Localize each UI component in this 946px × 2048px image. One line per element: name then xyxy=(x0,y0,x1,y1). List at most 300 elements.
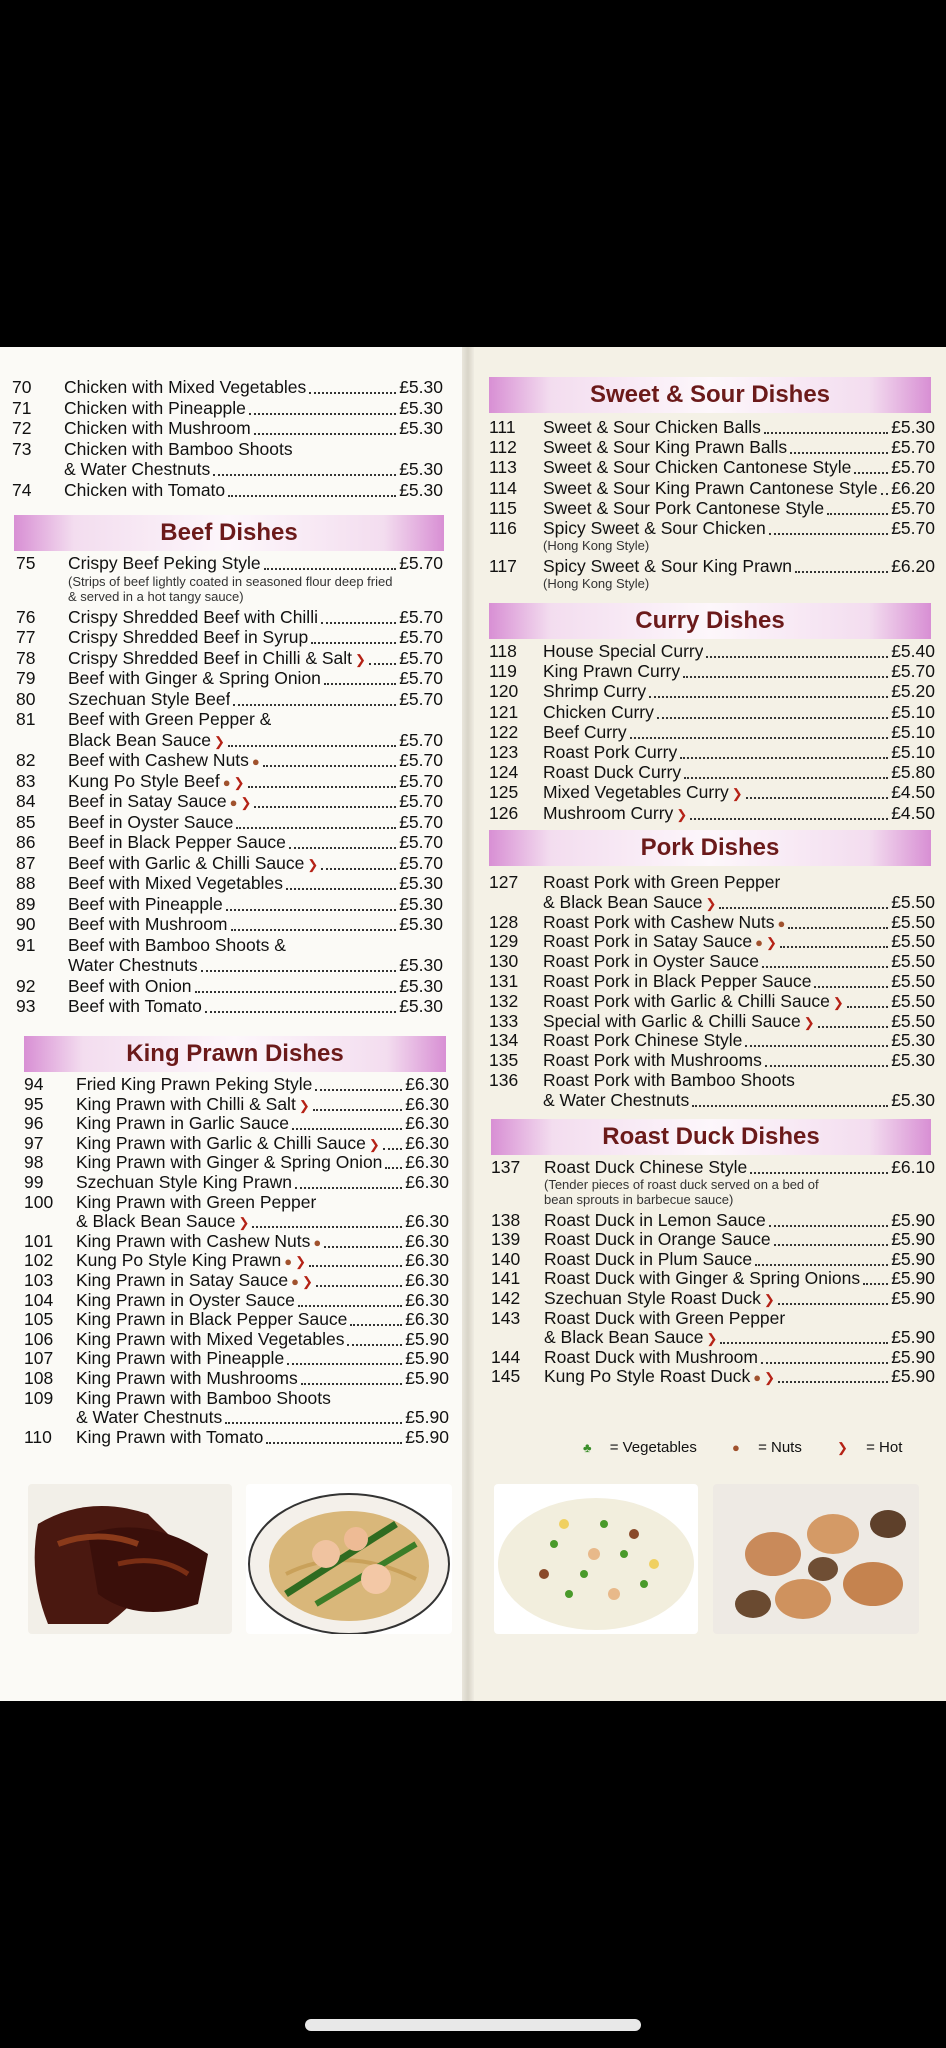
item-price: £5.50 xyxy=(891,1010,935,1031)
item-number: 81 xyxy=(16,709,36,729)
dot-leader xyxy=(298,1305,402,1307)
item-name: Crispy Shredded Beef in Chilli & Salt ❯ xyxy=(68,647,366,668)
item-name: Sweet & Sour Chicken Balls xyxy=(543,417,761,437)
item-number: 95 xyxy=(24,1093,44,1114)
item-number: 124 xyxy=(489,762,519,783)
item-number: 125 xyxy=(489,782,519,803)
item-price: £6.20 xyxy=(891,477,935,498)
item-number: 82 xyxy=(16,750,36,770)
section-title: Roast Duck Dishes xyxy=(602,1123,820,1150)
item-number: 121 xyxy=(489,701,519,722)
item-name: Mixed Vegetables Curry ❯ xyxy=(543,782,743,803)
item-name: Crispy Shredded Beef with Chilli xyxy=(68,606,318,627)
chilli-icon: ❯ xyxy=(214,733,225,749)
item-number: 130 xyxy=(489,951,519,972)
chilli-icon: ❯ xyxy=(764,1370,775,1386)
legend-nuts: ● = Nuts xyxy=(732,1439,802,1456)
item-name: King Prawn with Pineapple xyxy=(76,1348,285,1369)
item-number: 137 xyxy=(491,1157,521,1177)
dot-leader xyxy=(761,1362,888,1364)
item-name-line2: & Black Bean Sauce ❯ xyxy=(544,1327,718,1348)
item-name: Roast Duck with Ginger & Spring Onions xyxy=(544,1268,861,1289)
item-price: £5.70 xyxy=(399,729,443,750)
home-indicator[interactable] xyxy=(305,2019,641,2031)
item-number: 115 xyxy=(489,497,517,518)
dot-leader xyxy=(254,806,396,808)
item-price: £6.30 xyxy=(405,1270,449,1290)
item-number: 80 xyxy=(16,688,36,709)
dot-leader xyxy=(236,827,396,829)
dot-leader xyxy=(231,929,396,931)
item-price: £5.90 xyxy=(405,1348,449,1369)
item-number: 78 xyxy=(16,647,36,668)
dot-leader xyxy=(683,676,888,678)
dot-leader xyxy=(195,991,396,993)
item-number: 114 xyxy=(489,477,517,498)
item-number: 85 xyxy=(16,811,36,832)
dot-leader xyxy=(350,1324,402,1326)
item-price: £5.90 xyxy=(891,1229,935,1250)
item-number: 116 xyxy=(489,518,517,538)
chilli-icon: ❯ xyxy=(766,935,777,951)
dot-leader xyxy=(321,622,396,624)
dot-leader xyxy=(311,642,396,644)
item-name-line2: & Water Chestnuts xyxy=(76,1407,223,1428)
item-price: £5.70 xyxy=(399,832,443,852)
dot-leader xyxy=(249,413,396,415)
item-name: Kung Po Style Beef ● ❯ xyxy=(68,770,245,791)
item-number: 73 xyxy=(12,438,32,459)
item-price: £5.70 xyxy=(399,750,443,770)
dot-leader xyxy=(228,495,396,497)
chilli-icon: ❯ xyxy=(355,651,366,667)
dot-leader xyxy=(347,1344,402,1346)
item-number: 136 xyxy=(489,1070,519,1090)
dot-leader xyxy=(315,1089,402,1091)
menu-page xyxy=(0,347,946,1701)
item-price: £5.30 xyxy=(891,1030,935,1051)
item-number: 76 xyxy=(16,606,36,627)
item-price: £5.70 xyxy=(399,647,443,668)
nut-icon: ● xyxy=(732,1440,740,1455)
item-price: £5.90 xyxy=(891,1248,935,1269)
dot-leader xyxy=(383,1148,402,1150)
item-number: 138 xyxy=(491,1209,521,1230)
item-number: 118 xyxy=(489,641,517,661)
dot-leader xyxy=(313,1109,402,1111)
item-name: Roast Pork Chinese Style xyxy=(543,1030,743,1051)
dot-leader xyxy=(385,1167,402,1169)
section-title: Sweet & Sour Dishes xyxy=(589,381,831,408)
item-number: 92 xyxy=(16,975,36,996)
section-title: Beef Dishes xyxy=(160,519,298,546)
item-name: Beef in Black Pepper Sauce xyxy=(68,832,286,852)
item-number: 88 xyxy=(16,873,36,893)
item-number: 113 xyxy=(489,457,517,478)
dot-leader xyxy=(248,786,396,788)
curry-dishes-header xyxy=(489,603,931,639)
item-name: Sweet & Sour King Prawn Cantonese Style xyxy=(543,477,878,498)
item-number: 77 xyxy=(16,627,36,647)
item-name: Beef with Garlic & Chilli Sauce ❯ xyxy=(68,852,319,873)
page-fold xyxy=(462,347,474,1701)
chilli-icon: ❯ xyxy=(240,795,252,810)
dot-leader xyxy=(292,1128,402,1130)
section-title: Pork Dishes xyxy=(640,834,780,861)
dot-leader xyxy=(684,777,888,779)
item-name: King Prawn in Oyster Sauce xyxy=(76,1289,295,1310)
dot-leader xyxy=(201,970,396,972)
item-price: £5.70 xyxy=(399,791,443,811)
item-number: 94 xyxy=(24,1074,44,1094)
item-price: £6.30 xyxy=(405,1152,449,1173)
item-number: 112 xyxy=(489,437,517,458)
item-price: £5.30 xyxy=(399,914,443,934)
dot-leader xyxy=(847,1006,888,1008)
item-name-line2: & Black Bean Sauce ❯ xyxy=(543,891,717,912)
item-price: £5.70 xyxy=(891,437,935,458)
dot-leader xyxy=(755,1264,888,1266)
item-name: King Prawn in Black Pepper Sauce xyxy=(76,1309,348,1330)
item-price: £5.20 xyxy=(891,681,935,702)
dot-leader xyxy=(814,986,888,988)
item-number: 117 xyxy=(489,556,517,577)
item-name: Chicken with Pineapple xyxy=(64,397,246,418)
item-name: Beef with Mushroom xyxy=(68,914,228,934)
item-price: £5.70 xyxy=(399,770,443,791)
item-number: 93 xyxy=(16,996,36,1016)
item-number: 75 xyxy=(16,553,36,573)
dot-leader xyxy=(228,745,396,747)
item-price: £5.30 xyxy=(399,397,443,418)
dot-leader xyxy=(657,717,888,719)
item-description: (Strips of beef lightly coated in seasoned flour deep fried xyxy=(68,573,393,589)
chilli-icon: ❯ xyxy=(368,1136,380,1152)
legend-hot: ❯ = Hot xyxy=(837,1439,903,1456)
dot-leader xyxy=(630,737,888,739)
item-number: 102 xyxy=(24,1250,54,1271)
item-price: £5.30 xyxy=(891,1089,935,1110)
chilli-icon: ❯ xyxy=(706,1331,718,1347)
photo-prawn-mushroom xyxy=(713,1484,919,1634)
dot-leader xyxy=(213,474,396,476)
item-price: £5.50 xyxy=(891,990,935,1011)
item-price: £5.50 xyxy=(891,951,935,972)
item-price: £6.30 xyxy=(405,1211,449,1232)
item-number: 89 xyxy=(16,893,36,914)
item-name: King Prawn with Mushrooms xyxy=(76,1368,298,1388)
item-price: £5.30 xyxy=(399,479,443,500)
item-name-line2: & Water Chestnuts xyxy=(543,1089,690,1110)
item-name: Beef with Onion xyxy=(68,975,192,996)
item-number: 99 xyxy=(24,1172,44,1192)
item-price: £6.30 xyxy=(405,1230,449,1251)
item-number: 140 xyxy=(491,1248,521,1269)
item-name: Crispy Shredded Beef in Syrup xyxy=(68,627,309,647)
nut-icon: ● xyxy=(251,754,260,769)
dot-leader xyxy=(881,493,888,495)
item-price: £5.30 xyxy=(399,996,443,1016)
item-name: Roast Duck in Orange Sauce xyxy=(544,1229,771,1250)
chilli-icon: ❯ xyxy=(295,1254,307,1270)
item-name: Chicken with Mixed Vegetables xyxy=(64,377,307,397)
dot-leader xyxy=(287,1363,402,1365)
dot-leader xyxy=(745,1045,888,1047)
chilli-icon: ❯ xyxy=(803,1014,815,1030)
item-price: £5.90 xyxy=(891,1346,935,1367)
dot-leader xyxy=(264,568,396,570)
item-price: £6.30 xyxy=(405,1309,449,1330)
chilli-icon: ❯ xyxy=(705,895,717,911)
item-name: King Prawn with Bamboo Shoots xyxy=(76,1387,331,1408)
item-price: £5.30 xyxy=(399,873,443,893)
item-price: £5.70 xyxy=(399,668,443,688)
item-number: 97 xyxy=(24,1132,44,1153)
item-name: Shrimp Curry xyxy=(543,681,647,702)
item-price: £5.80 xyxy=(891,762,935,783)
item-price: £6.30 xyxy=(405,1113,449,1134)
item-name: Roast Duck Chinese Style xyxy=(544,1157,748,1177)
item-name: Roast Pork in Oyster Sauce xyxy=(543,951,759,972)
item-name: Roast Pork in Satay Sauce ● ❯ xyxy=(543,931,777,952)
item-name: Spicy Sweet & Sour Chicken xyxy=(543,518,766,538)
item-number: 104 xyxy=(24,1289,54,1310)
item-name: Beef with Mixed Vegetables xyxy=(68,873,283,893)
item-number: 107 xyxy=(24,1348,54,1369)
dot-leader xyxy=(769,533,888,535)
dot-leader xyxy=(252,1226,402,1228)
item-price: £5.70 xyxy=(891,457,935,478)
item-number: 134 xyxy=(489,1030,519,1051)
item-name: Chicken with Bamboo Shoots xyxy=(64,438,293,459)
item-name: Sweet & Sour Chicken Cantonese Style xyxy=(543,457,852,478)
item-description-line2: & served in a hot tangy sauce) xyxy=(68,588,244,604)
item-name: Roast Duck in Plum Sauce xyxy=(544,1248,753,1269)
item-name: Roast Duck with Green Pepper xyxy=(544,1307,786,1328)
icon-legend xyxy=(580,1439,930,1456)
item-name-line2: Black Bean Sauce ❯ xyxy=(68,729,225,750)
item-number: 110 xyxy=(24,1426,52,1447)
dot-leader xyxy=(205,1011,396,1013)
item-number: 143 xyxy=(491,1307,521,1328)
item-number: 128 xyxy=(489,911,519,932)
item-number: 135 xyxy=(489,1050,519,1071)
dot-leader xyxy=(790,452,888,454)
item-number: 139 xyxy=(491,1229,521,1250)
item-name: Roast Duck in Lemon Sauce xyxy=(544,1209,766,1230)
dot-leader xyxy=(778,1381,888,1383)
dot-leader xyxy=(690,818,888,820)
item-price: £4.50 xyxy=(891,802,935,823)
item-name: Beef with Tomato xyxy=(68,996,202,1016)
item-price: £5.70 xyxy=(399,627,443,647)
pork-dishes-header xyxy=(489,830,931,866)
dot-leader xyxy=(863,1283,888,1285)
dot-leader xyxy=(301,1383,402,1385)
item-number: 126 xyxy=(489,802,519,823)
item-name: King Prawn with Mixed Vegetables xyxy=(76,1328,345,1349)
chilli-icon: ❯ xyxy=(307,856,319,872)
dot-leader xyxy=(769,1225,888,1227)
chilli-icon: ❯ xyxy=(832,994,844,1010)
item-price: £5.90 xyxy=(891,1209,935,1230)
section-title: King Prawn Dishes xyxy=(126,1040,344,1067)
chilli-icon: ❯ xyxy=(731,786,743,802)
item-price: £5.10 xyxy=(891,721,935,742)
dot-leader xyxy=(226,909,396,911)
item-price: £5.30 xyxy=(399,893,443,914)
item-number: 70 xyxy=(12,377,32,397)
item-name: Szechuan Style Beef xyxy=(68,688,231,709)
nut-icon: ● xyxy=(313,1234,322,1250)
dot-leader xyxy=(746,797,888,799)
item-name: Beef in Satay Sauce ● ❯ xyxy=(68,791,252,811)
photo-king-prawn-noodles xyxy=(246,1484,452,1634)
item-description: (Hong Kong Style) xyxy=(543,576,650,592)
item-number: 123 xyxy=(489,742,519,762)
chilli-icon: ❯ xyxy=(676,806,688,822)
dot-leader xyxy=(254,433,396,435)
item-name: Roast Pork with Green Pepper xyxy=(543,872,781,892)
dot-leader xyxy=(266,1442,402,1444)
item-number: 79 xyxy=(16,668,36,688)
dot-leader xyxy=(719,907,888,909)
chilli-icon: ❯ xyxy=(233,774,245,790)
item-name: King Prawn in Satay Sauce ● ❯ xyxy=(76,1270,313,1290)
item-number: 100 xyxy=(24,1191,54,1212)
item-price: £6.10 xyxy=(891,1157,935,1177)
item-number: 120 xyxy=(489,681,519,702)
item-name: King Prawn with Garlic & Chilli Sauce ❯ xyxy=(76,1132,380,1153)
item-price: £5.30 xyxy=(399,975,443,996)
chilli-icon: ❯ xyxy=(763,1292,775,1307)
item-price: £5.50 xyxy=(891,971,935,991)
dot-leader xyxy=(788,927,888,929)
item-name: King Prawn Curry xyxy=(543,661,681,682)
dot-leader xyxy=(778,1303,888,1305)
item-name: Beef with Cashew Nuts ● xyxy=(68,750,260,770)
dot-leader xyxy=(827,513,888,515)
item-number: 91 xyxy=(16,934,36,955)
item-price: £6.30 xyxy=(405,1093,449,1114)
nut-icon: ● xyxy=(229,795,238,810)
item-name: Beef with Bamboo Shoots & xyxy=(68,934,286,955)
item-name: Roast Duck with Mushroom xyxy=(544,1346,758,1367)
item-name-line2: Water Chestnuts xyxy=(68,955,198,975)
dot-leader xyxy=(720,1342,888,1344)
item-price: £5.90 xyxy=(405,1328,449,1349)
item-name: House Special Curry xyxy=(543,641,704,661)
item-number: 83 xyxy=(16,770,36,791)
item-name: Kung Po Style Roast Duck ● ❯ xyxy=(544,1366,775,1387)
item-price: £5.70 xyxy=(891,661,935,682)
photo-spare-ribs xyxy=(28,1484,232,1634)
item-name: Beef with Ginger & Spring Onion xyxy=(68,668,321,688)
item-number: 109 xyxy=(24,1387,54,1408)
chilli-icon: ❯ xyxy=(298,1097,310,1113)
item-price: £6.30 xyxy=(405,1074,449,1094)
item-price: £5.30 xyxy=(399,418,443,438)
king-prawn-dishes-header xyxy=(24,1036,446,1072)
item-price: £6.30 xyxy=(405,1132,449,1153)
item-description-line2: bean sprouts in barbecue sauce) xyxy=(544,1191,734,1207)
item-price: £5.70 xyxy=(399,688,443,709)
section-title: Curry Dishes xyxy=(635,607,785,634)
item-name: King Prawn with Tomato xyxy=(76,1426,264,1447)
dot-leader xyxy=(286,888,396,890)
item-name: Roast Pork with Garlic & Chilli Sauce ❯ xyxy=(543,990,844,1011)
nut-icon: ● xyxy=(222,774,231,790)
dot-leader xyxy=(225,1422,402,1424)
item-name: King Prawn with Chilli & Salt ❯ xyxy=(76,1093,310,1114)
dot-leader xyxy=(295,1187,402,1189)
dot-leader xyxy=(680,757,888,759)
dot-leader xyxy=(692,1105,888,1107)
nut-icon: ● xyxy=(753,1370,762,1386)
item-name: Mushroom Curry ❯ xyxy=(543,802,688,823)
item-price: £5.30 xyxy=(891,1050,935,1071)
item-name: Beef with Pineapple xyxy=(68,893,223,914)
roast-duck-dishes-header xyxy=(491,1119,931,1155)
vegetable-icon: ♣ xyxy=(583,1440,592,1455)
item-number: 131 xyxy=(489,971,519,991)
item-name: Roast Pork with Bamboo Shoots xyxy=(543,1070,795,1090)
item-name: Kung Po Style King Prawn ● ❯ xyxy=(76,1250,307,1271)
item-price: £5.90 xyxy=(405,1407,449,1428)
item-number: 133 xyxy=(489,1010,519,1031)
item-price: £4.50 xyxy=(891,782,935,803)
item-name: Special with Garlic & Chilli Sauce ❯ xyxy=(543,1010,815,1031)
item-name: Szechuan Style Roast Duck ❯ xyxy=(544,1288,775,1308)
dot-leader xyxy=(764,432,888,434)
item-price: £5.10 xyxy=(891,742,935,762)
item-name: Chicken with Mushroom xyxy=(64,418,251,438)
item-number: 141 xyxy=(491,1268,521,1289)
dot-leader xyxy=(780,946,888,948)
chilli-icon: ❯ xyxy=(837,1440,848,1455)
chilli-icon: ❯ xyxy=(238,1215,250,1231)
item-number: 122 xyxy=(489,721,519,742)
item-number: 72 xyxy=(12,418,32,438)
dot-leader xyxy=(233,704,396,706)
item-number: 144 xyxy=(491,1346,521,1367)
item-price: £6.20 xyxy=(891,556,935,577)
item-price: £5.90 xyxy=(891,1288,935,1308)
item-name: Chicken with Tomato xyxy=(64,479,226,500)
item-name: Beef Curry xyxy=(543,721,627,742)
item-number: 106 xyxy=(24,1328,54,1349)
nut-icon: ● xyxy=(777,915,786,931)
item-name: Chicken Curry xyxy=(543,701,654,722)
dot-leader xyxy=(750,1172,888,1174)
dot-leader xyxy=(854,472,888,474)
item-price: £5.50 xyxy=(891,891,935,912)
item-name: King Prawn in Garlic Sauce xyxy=(76,1113,290,1134)
item-name-line2: & Black Bean Sauce ❯ xyxy=(76,1211,250,1232)
dot-leader xyxy=(649,696,888,698)
item-number: 90 xyxy=(16,914,36,934)
dot-leader xyxy=(309,392,396,394)
dot-leader xyxy=(369,663,396,665)
item-price: £5.70 xyxy=(891,497,935,518)
item-number: 96 xyxy=(24,1113,44,1134)
item-price: £5.50 xyxy=(891,911,935,932)
legend-vegetables: ♣ = Vegetables xyxy=(583,1439,697,1456)
item-price: £5.40 xyxy=(891,641,935,661)
item-price: £5.30 xyxy=(891,417,935,437)
item-name: Fried King Prawn Peking Style xyxy=(76,1074,313,1094)
dot-leader xyxy=(321,868,396,870)
